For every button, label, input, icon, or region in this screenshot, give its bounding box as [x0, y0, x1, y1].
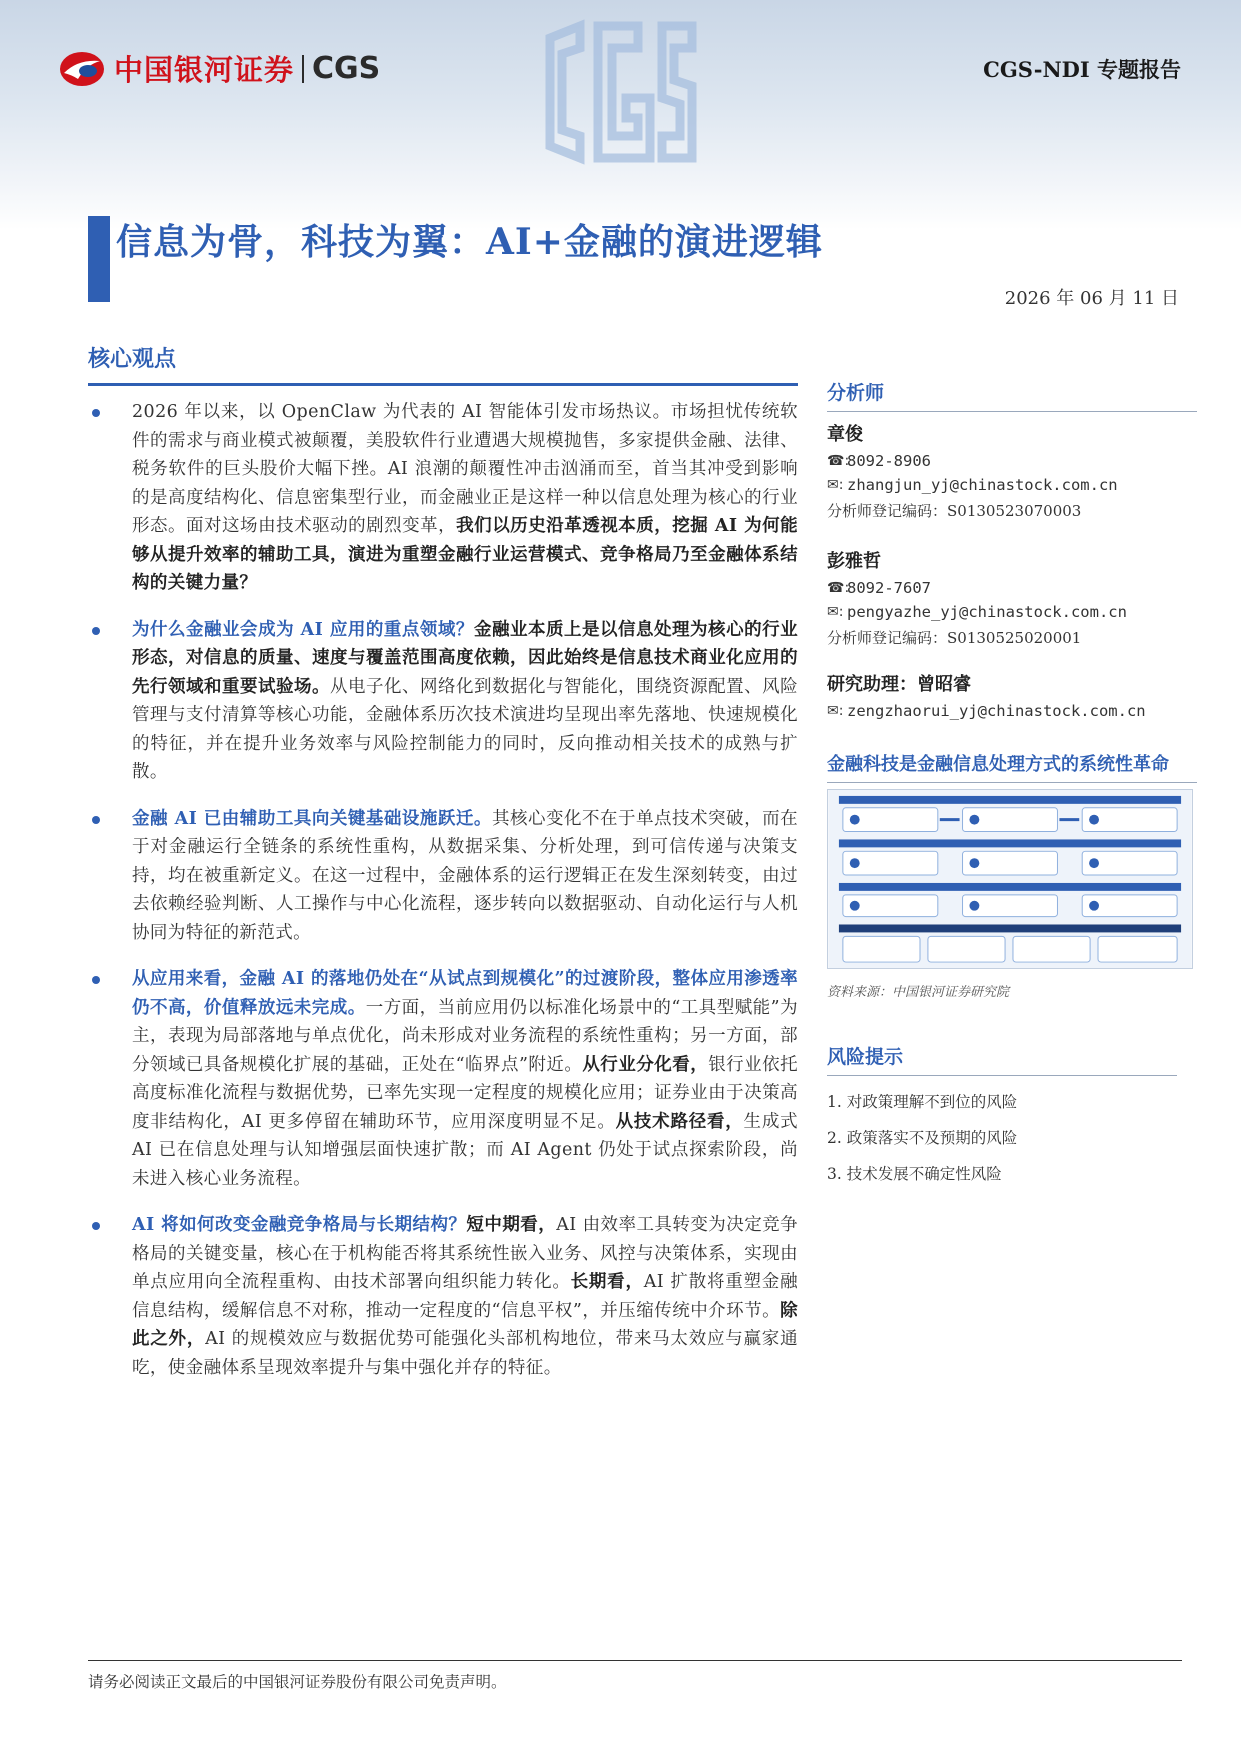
analyst-phone — [827, 579, 1197, 597]
brand-logo — [58, 48, 380, 89]
sidebar — [827, 378, 1197, 1184]
mail-icon: ✉: — [827, 477, 844, 493]
phone-value: 8092-8906 — [847, 452, 931, 470]
analyst-email[interactable] — [827, 476, 1197, 494]
footer-disclaimer: 请务必阅读正文最后的中国银河证券股份有限公司免责声明。 — [88, 1673, 507, 1691]
core-views-column — [88, 342, 798, 1400]
analyst-registration: 分析师登记编码：S0130525020001 — [827, 629, 1082, 647]
bullet-bold: 从行业分化看， — [582, 1054, 709, 1075]
list-item — [88, 1211, 798, 1382]
risk-title: 风险提示 — [827, 1042, 1177, 1076]
bullet-bold: 除此之外， — [132, 1300, 798, 1349]
analyst-registration: 分析师登记编码：S0130523070003 — [827, 502, 1082, 520]
core-views-title: 核心观点 — [88, 342, 798, 386]
mail-icon: ✉: — [827, 703, 844, 719]
report-type: CGS-NDI 专题报告 — [983, 57, 1181, 82]
footer-divider — [88, 1660, 1182, 1661]
bullet-highlight: 从应用来看，金融 AI 的落地仍处在“从试点到规模化”的过渡阶段，整体应用渗透率仍不高，价值释放远未完成。 — [132, 969, 798, 1018]
bullet-text: 2026 年以来，以 OpenClaw 为代表的 AI 智能体引发市场热议。市场担忧传统软件的需求与商业模式被颠覆，美股软件行业遭遇大规模抛售，多家提供金融、法律、税务软件的巨头股价大幅下挫。AI 浪潮的颠覆性冲击汹涌而至，首当其冲受到影响的是高度结构化、信息密集型行业，而金融业正是这样一种以信息处理为核心的行业形态。面对这场由技术驱动的剧烈变革， — [132, 402, 798, 536]
bullet-dot — [92, 976, 100, 984]
page-title: 信息为骨，科技为翼：AI+金融的演进逻辑 — [116, 221, 823, 263]
list-item — [88, 398, 798, 598]
bullet-highlight: AI 将如何改变金融竞争格局与长期结构？ — [132, 1215, 467, 1235]
spacer — [827, 648, 1197, 666]
mail-icon: ✉: — [827, 604, 844, 620]
report-date: 2026 年 06 月 11 日 — [1004, 288, 1179, 309]
bullet-bold: 从技术路径看， — [615, 1111, 744, 1132]
risk-item: 2. 政策落实不及预期的风险 — [827, 1129, 1018, 1147]
bullet-dot — [92, 409, 100, 417]
bullet-text: 从电子化、网络化到数据化与智能化，围绕资源配置、风险管理与支付清算等核心功能，金融体系历次技术演进均呈现出率先落地、快速规模化的特征，并在提升业务效率与风险控制能力的同时，反向推动相关技术的成熟与扩散。 — [132, 676, 798, 782]
bullet-bold: 长期看， — [570, 1272, 644, 1292]
bullet-bold: 我们以历史沿革透视本质，挖掘 AI 为何能够从提升效率的辅助工具，演进为重塑金融行业运营模式、竞争格局乃至金融体系结构的关键力量？ — [132, 516, 798, 593]
bullet-text: 银行业依托高度标准化流程与数据优势，已率先实现一定程度的规模化应用；证券业由于决策高度非结构化，AI 更多停留在辅助环节，应用深度明显不足。 — [132, 1054, 798, 1132]
figure-source: 资料来源：中国银河证券研究院 — [827, 985, 1010, 1000]
bullet-highlight: 金融 AI 已由辅助工具向关键基础设施跃迁。 — [132, 808, 492, 829]
analyst-name: 彭雅哲 — [827, 551, 881, 572]
phone-value: 8092-7607 — [847, 579, 931, 597]
analyst-card — [827, 547, 1197, 648]
logo-chinese-name: 中国银河证券 — [114, 53, 295, 87]
email-value[interactable]: zengzhaorui_yj@chinastock.com.cn — [847, 702, 1146, 720]
logo-separator — [302, 55, 304, 83]
analyst-email[interactable] — [827, 603, 1197, 621]
figure-title: 金融科技是金融信息处理方式的系统性革命 — [827, 750, 1197, 783]
logo-mark-icon — [58, 49, 106, 89]
bullet-bold: 金融业本质上是以信息处理为核心的行业形态，对信息的质量、速度与覆盖范围高度依赖，因此始终是信息技术商业化应用的先行领域和重要试验场。 — [132, 619, 798, 697]
analyst-card — [827, 420, 1197, 521]
bullet-text: 生成式 AI 已在信息处理与认知增强层面快速扩散；而 AI Agent 仍处于试点探索阶段，尚未进入核心业务流程。 — [132, 1111, 798, 1189]
bullet-bold: 短中期看， — [466, 1215, 557, 1235]
bullet-text: 一方面，当前应用仍以标准化场景中的“工具型赋能”为主，表现为局部落地与单点优化，尚未形成对业务流程的系统性重构；另一方面，部分领域已具备规模化扩展的基础，正处在“临界点”附近。 — [132, 997, 798, 1075]
assistant-name: 研究助理：曾昭睿 — [827, 674, 971, 695]
email-value[interactable]: zhangjun_yj@chinastock.com.cn — [847, 476, 1118, 494]
bullet-text: AI 的规模效应与数据优势可能强化头部机构地位，带来马太效应与赢家通吃，使金融体系呈现效率提升与集中强化并存的特征。 — [132, 1329, 798, 1378]
core-views-list — [88, 398, 798, 1382]
phone-icon: ☎: — [827, 580, 850, 596]
bullet-dot — [92, 627, 100, 635]
bullet-text: AI 由效率工具转变为决定竞争格局的关键变量，核心在于机构能否将其系统性嵌入业务、风控与决策体系，实现由单点应用向全流程重构、由技术部署向组织能力转化。 — [132, 1215, 799, 1292]
phone-icon: ☎: — [827, 453, 850, 469]
analyst-name: 章俊 — [827, 424, 863, 445]
cgs-watermark — [540, 18, 700, 168]
title-accent-bar — [88, 216, 110, 302]
bullet-text: 其核心变化不在于单点技术突破，而在于对金融运行全链条的系统性重构，从数据采集、分析处理，到可信传递与决策支持，均在被重新定义。在这一过程中，金融体系的运行逻辑正在发生深刻转变，由过去依赖经验判断、人工操作与中心化流程，逐步转向以数据驱动、自动化运行与人机协同为特征的新范式。 — [132, 808, 798, 943]
analyst-phone — [827, 452, 1197, 470]
risk-item: 3. 技术发展不确定性风险 — [827, 1165, 1002, 1183]
fintech-diagram-image — [827, 789, 1193, 969]
analysts-title: 分析师 — [827, 378, 1197, 412]
spacer — [827, 521, 1197, 539]
list-item — [88, 616, 798, 787]
list-item — [88, 805, 798, 948]
bullet-text: AI 扩散将重塑金融信息结构，缓解信息不对称，推动一定程度的“信息平权”，并压缩传统中介环节。 — [132, 1272, 798, 1321]
bullet-dot — [92, 816, 100, 824]
email-value[interactable]: pengyazhe_yj@chinastock.com.cn — [847, 603, 1127, 621]
bullet-highlight: 为什么金融业会成为 AI 应用的重点领域？ — [132, 619, 474, 640]
list-item — [88, 965, 798, 1193]
bullet-dot — [92, 1222, 100, 1230]
assistant-email[interactable] — [827, 702, 1197, 720]
logo-english-name: CGS — [312, 51, 381, 86]
risk-item: 1. 对政策理解不到位的风险 — [827, 1093, 1018, 1111]
